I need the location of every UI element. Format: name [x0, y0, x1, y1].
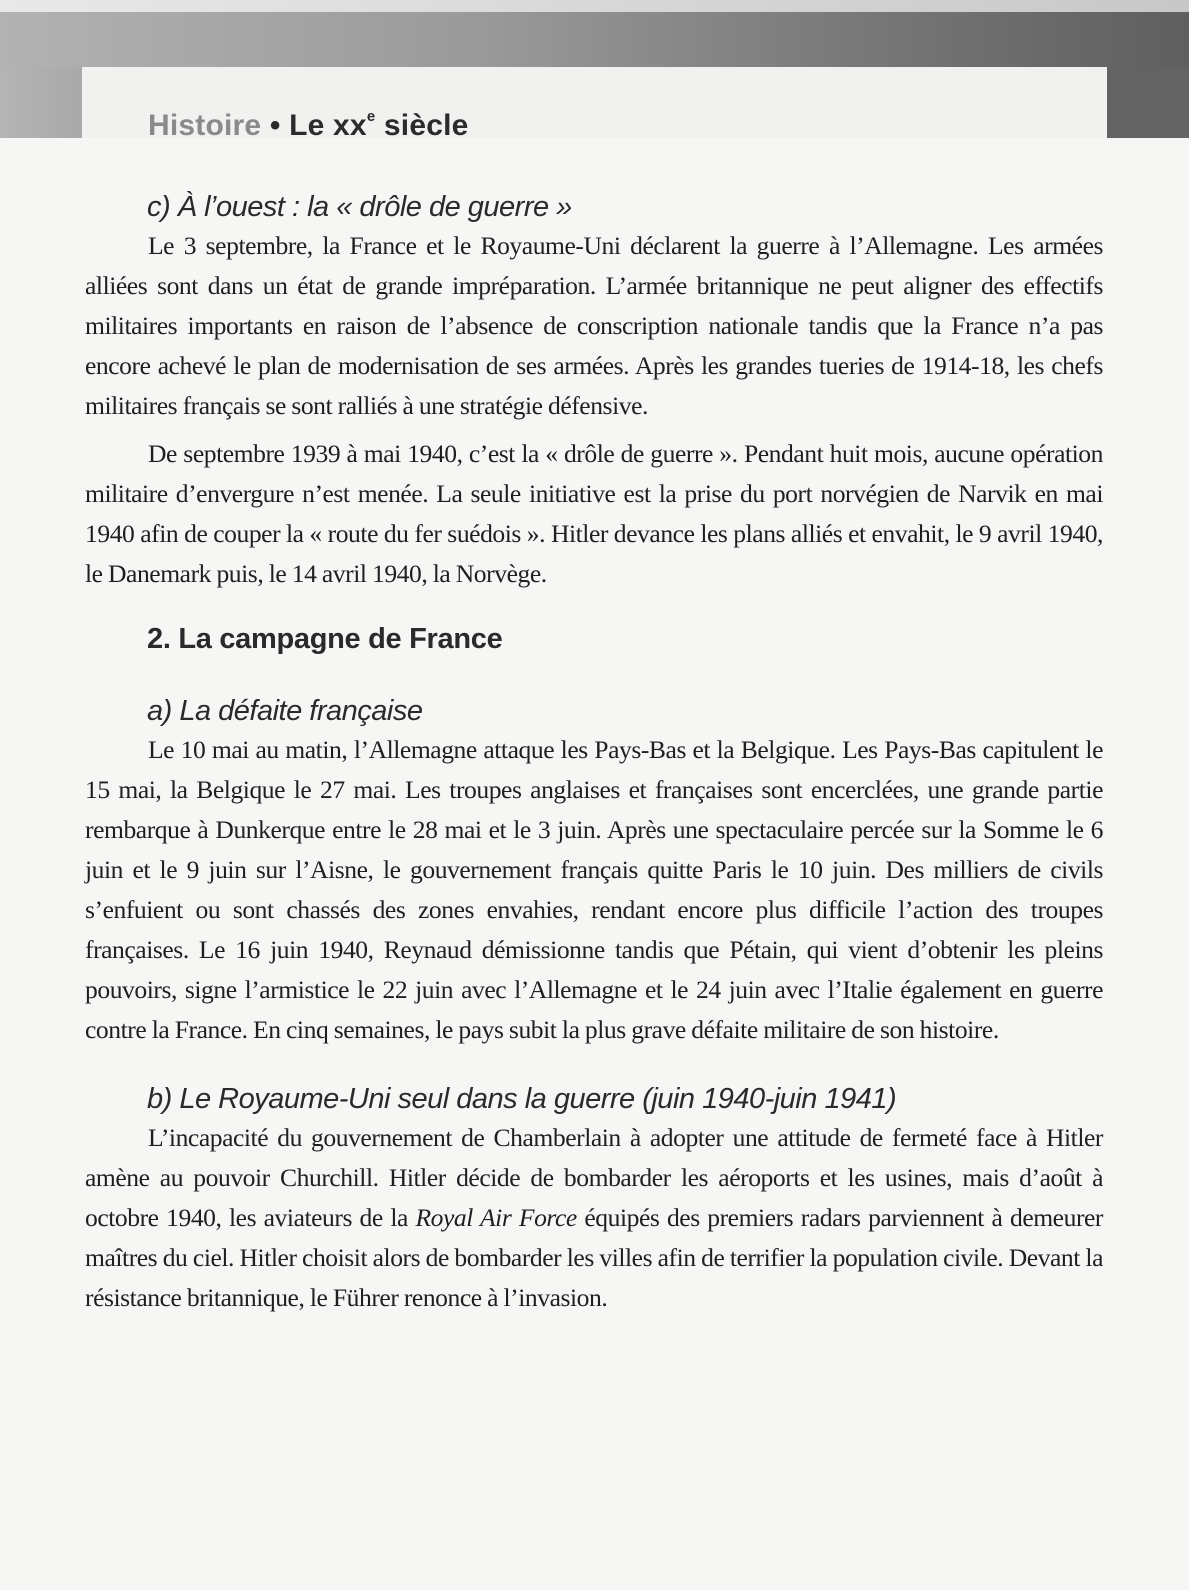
- paragraph-c-2: De septembre 1939 à mai 1940, c’est la « drôle de guerre ». Pendant huit mois, aucune opération militaire d’envergure n’est menée. La seule initiative est la prise du port norvégien de Narvik en mai 1940 afin de couper la « route du fer suédois ». Hitler devance les plans alliés et envahit, le 9 avril 1940, le Danemark puis, le 14 avril 1940, la Norvège.: [85, 439, 1103, 588]
- paragraph-b-1-text-end: équipés des premiers radars parviennent à demeurer maîtres du ciel. Hitler choisit alors de bombarder les villes afin de terrifier la population civile. Devant la résistance britannique, le Führer renonce à l’invasion.: [85, 1203, 1103, 1312]
- paragraph-a-1: Le 10 mai au matin, l’Allemagne attaque les Pays-Bas et la Belgique. Les Pays-Bas capitulent le 15 mai, la Belgique le 27 mai. Les troupes anglaises et françaises sont encerclées, une grande partie rembarque à Dunkerque entre le 28 mai et le 3 juin. Après une spectaculaire percée sur la Somme le 6 juin et le 9 juin sur l’Aisne, le gouvernement français quitte Paris le 10 juin. Des milliers de civils s’enfuient ou sont chassés des zones envahies, rendant encore plus difficile l’action des troupes françaises. Le 16 juin 1940, Reynaud démissionne tandis que Pétain, qui vient d’obtenir les pleins pouvoirs, signe l’armistice le 22 juin avec l’Allemagne et le 24 juin avec l’Italie également en guerre contre la France. En cinq semaines, le pays subit la plus grave défaite militaire de son histoire.: [85, 735, 1103, 1044]
- subsection-heading-a: a) La défaite française: [147, 695, 423, 727]
- paragraph-c-1: Le 3 septembre, la France et le Royaume-Uni déclarent la guerre à l’Allemagne. Les armées alliées sont dans un état de grande impréparation. L’armée britannique ne peut aligner des effectifs militaires importants en raison de l’absence de conscription nationale tandis que la France n’a pas encore achevé le plan de modernisation de ses armées. Après les grandes tueries de 1914-18, les chefs militaires français se sont ralliés à une stratégie défensive.: [85, 231, 1103, 420]
- subsection-heading-b: b) Le Royaume-Uni seul dans la guerre (juin 1940-juin 1941): [147, 1083, 897, 1115]
- running-head-title-suffix: siècle: [375, 109, 469, 142]
- running-head-title-superscript: e: [366, 108, 376, 125]
- header-band-left-tab: [0, 67, 82, 138]
- running-head-title: [289, 109, 468, 142]
- section-heading-2: 2. La campagne de France: [147, 623, 503, 655]
- running-head-separator: •: [269, 109, 281, 142]
- header-band-right-tab: [1107, 67, 1189, 138]
- paragraph-b-1: [85, 1118, 1103, 1318]
- paragraph-b-1-text-start: L’incapacité du gouvernement de Chamberlain à adopter une attitude de fermeté face à Hitler amène au pouvoir Churchill. Hitler décide de bombarder les aéroports et les usines, mais d’août à octobre 1940, les aviateurs de la: [85, 1123, 1103, 1232]
- subsection-heading-c: c) À l’ouest : la « drôle de guerre »: [147, 191, 572, 223]
- running-head-subject: Histoire: [148, 109, 262, 142]
- header-band: [0, 12, 1189, 67]
- page-top-edge: [0, 0, 1189, 12]
- running-head-title-prefix: Le xx: [289, 109, 367, 142]
- royal-air-force-italic: Royal Air Force: [415, 1203, 577, 1232]
- running-head: [148, 108, 469, 143]
- page-content: [85, 186, 1103, 1318]
